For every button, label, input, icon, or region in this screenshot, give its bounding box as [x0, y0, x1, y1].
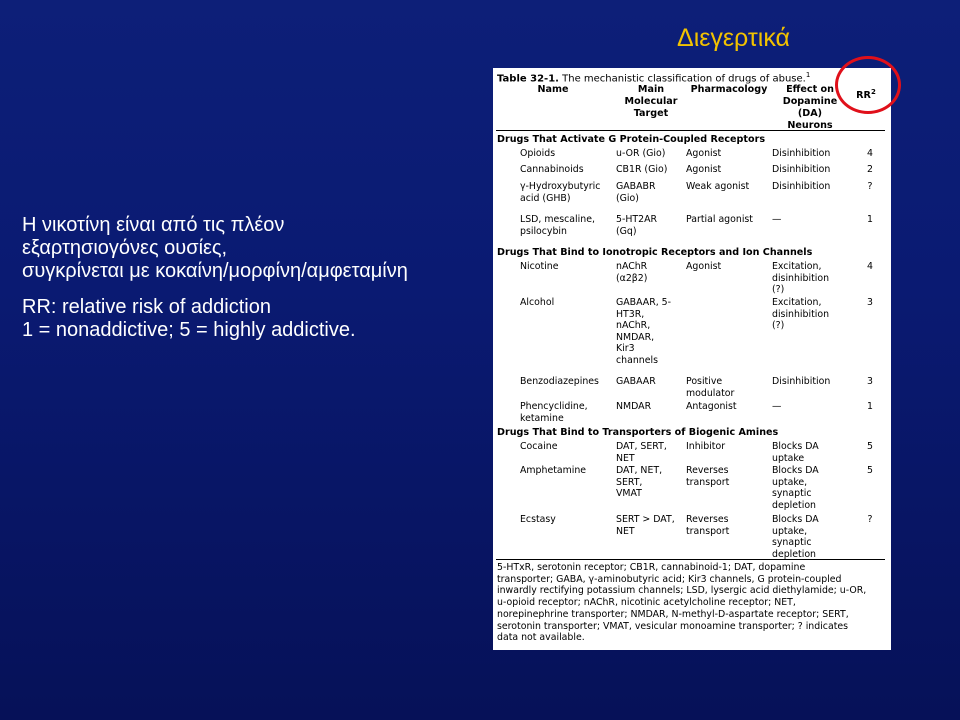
rr-legend: [22, 296, 492, 342]
dopamine-effect-cell: —: [772, 401, 782, 412]
footer-rule: [496, 559, 885, 560]
pharmacology-cell: Positive modulator: [686, 376, 735, 399]
molecular-target-cell: GABAAR: [616, 376, 656, 387]
pharmacology-cell: Agonist: [686, 164, 722, 175]
header-effect: Effect on Dopamine (DA) Neurons: [782, 84, 838, 131]
molecular-target-cell: DAT, SERT, NET: [616, 441, 667, 464]
header-rule: [496, 130, 885, 131]
statement-line: εξαρτησιογόνες ουσίες,: [22, 237, 228, 259]
relative-risk-cell: 3: [867, 297, 873, 308]
pharmacology-cell: Reverses transport: [686, 514, 730, 537]
molecular-target-cell: u-OR (Gio): [616, 148, 666, 159]
dopamine-effect-cell: —: [772, 214, 782, 225]
caption-footnote-mark: 1: [805, 71, 811, 79]
molecular-target-cell: GABAAR, 5- HT3R, nAChR, NMDAR, Kir3 channels: [616, 297, 672, 366]
rr-label: RR: [856, 90, 871, 102]
nicotine-statement: [22, 214, 492, 283]
header-name: Name: [537, 84, 569, 95]
table-footnote: 5-HTxR, serotonin receptor; CB1R, cannabinoid-1; DAT, dopamine transporter; GABA, γ-aminobutyric acid; Kir3 channels, G protein-coupled inwardly rectifying potassium channels; LSD, lysergic acid diethylamide; u-OR, u-opioid receptor; nAChR, nicotinic acetylcholine receptor; NET, norepinephrine transporter; NMDAR, N-methyl-D-aspartate receptor; SERT, serotonin transporter; VMAT, vesicular monoamine transporter; ? indicates data not available.: [497, 562, 867, 644]
pharmacology-cell: Antagonist: [686, 401, 737, 412]
rr-footnote-mark: 2: [870, 88, 876, 96]
section-heading: Drugs That Bind to Transporters of Biogenic Amines: [497, 427, 779, 438]
relative-risk-cell: 4: [867, 148, 873, 159]
molecular-target-cell: nAChR (α2β2): [616, 261, 648, 284]
drug-name-cell: Cocaine: [520, 441, 558, 452]
slide-title: Διεγερτικά: [677, 24, 790, 52]
relative-risk-cell: 1: [867, 214, 873, 225]
dopamine-effect-cell: Excitation, disinhibition (?): [772, 297, 830, 331]
molecular-target-cell: CB1R (Gio): [616, 164, 668, 175]
dopamine-effect-cell: Disinhibition: [772, 164, 831, 175]
table-caption: [497, 71, 810, 84]
molecular-target-cell: GABABR (Gio): [616, 181, 656, 204]
drug-name-cell: Nicotine: [520, 261, 559, 272]
header-target: Main Molecular Target: [624, 84, 678, 119]
pharmacology-cell: Weak agonist: [686, 181, 750, 192]
dopamine-effect-cell: Blocks DA uptake: [772, 441, 819, 464]
relative-risk-cell: ?: [867, 181, 873, 192]
molecular-target-cell: SERT > DAT, NET: [616, 514, 675, 537]
relative-risk-cell: 3: [867, 376, 873, 387]
rr-highlight-circle: [835, 56, 901, 114]
molecular-target-cell: DAT, NET, SERT, VMAT: [616, 465, 663, 499]
left-text-block: [22, 214, 492, 355]
relative-risk-cell: ?: [867, 514, 873, 525]
molecular-target-cell: 5-HT2AR (Gq): [616, 214, 658, 237]
statement-line: συγκρίνεται με κοκαίνη/μορφίνη/αμφεταμίνη: [22, 260, 408, 282]
dopamine-effect-cell: Disinhibition: [772, 181, 831, 192]
drug-name-cell: Ecstasy: [520, 514, 556, 525]
legend-line: 1 = nonaddictive; 5 = highly addictive.: [22, 319, 356, 341]
section-heading: Drugs That Bind to Ionotropic Receptors and Ion Channels: [497, 247, 813, 258]
relative-risk-cell: 5: [867, 441, 873, 452]
drug-name-cell: Cannabinoids: [520, 164, 584, 175]
dopamine-effect-cell: Blocks DA uptake, synaptic depletion: [772, 514, 819, 560]
pharmacology-cell: Agonist: [686, 261, 722, 272]
drug-classification-table: [493, 68, 891, 650]
dopamine-effect-cell: Blocks DA uptake, synaptic depletion: [772, 465, 819, 511]
section-heading: Drugs That Activate G Protein-Coupled Receptors: [497, 134, 766, 145]
dopamine-effect-cell: Disinhibition: [772, 148, 831, 159]
pharmacology-cell: Reverses transport: [686, 465, 730, 488]
pharmacology-cell: Partial agonist: [686, 214, 753, 225]
drug-name-cell: Phencyclidine, ketamine: [520, 401, 588, 424]
drug-name-cell: LSD, mescaline, psilocybin: [520, 214, 595, 237]
statement-line: Η νικοτίνη είναι από τις πλέον: [22, 214, 285, 236]
drug-name-cell: Alcohol: [520, 297, 555, 308]
relative-risk-cell: 1: [867, 401, 873, 412]
pharmacology-cell: Agonist: [686, 148, 722, 159]
drug-name-cell: γ-Hydroxybutyric acid (GHB): [520, 181, 601, 204]
legend-line: RR: relative risk of addiction: [22, 296, 271, 318]
drug-name-cell: Opioids: [520, 148, 556, 159]
pharmacology-cell: Inhibitor: [686, 441, 726, 452]
relative-risk-cell: 2: [867, 164, 873, 175]
relative-risk-cell: 5: [867, 465, 873, 476]
caption-label: Table 32-1.: [497, 73, 559, 85]
relative-risk-cell: 4: [867, 261, 873, 272]
dopamine-effect-cell: Excitation, disinhibition (?): [772, 261, 830, 295]
dopamine-effect-cell: Disinhibition: [772, 376, 831, 387]
drug-name-cell: Amphetamine: [520, 465, 587, 476]
molecular-target-cell: NMDAR: [616, 401, 652, 412]
header-pharmacology: Pharmacology: [690, 84, 768, 95]
caption-text: The mechanistic classification of drugs of abuse.: [558, 73, 806, 85]
drug-name-cell: Benzodiazepines: [520, 376, 599, 387]
